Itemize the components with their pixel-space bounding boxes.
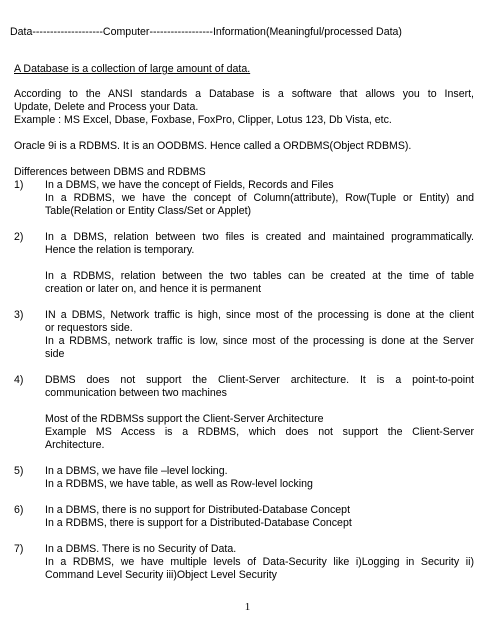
intro-line-1: According to the ANSI standards a Database is a software that allows you to Insert,: [14, 88, 474, 100]
item-line: IN a DBMS, Network traffic is high, since most of the processing is done at the client: [45, 309, 474, 321]
page-number: 1: [244, 601, 251, 613]
item-number: 6): [14, 504, 24, 516]
item-line: In a DBMS, we have the concept of Fields, Records and Files: [45, 179, 334, 191]
item-line: or requestors side.: [45, 322, 133, 334]
item-line: Command Level Security iii)Object Level Security: [45, 569, 277, 581]
oracle-line: Oracle 9i is a RDBMS. It is an OODBMS. Hence called a ORDBMS(Object RDBMS).: [14, 140, 412, 152]
header-line: Data--------------------Computer------------------Information(Meaningful/processed Data): [10, 26, 402, 38]
item-line: In a RDBMS, there is support for a Distributed-Database Concept: [45, 517, 352, 529]
item-line: In a DBMS, there is no support for Distributed-Database Concept: [45, 504, 351, 516]
item-number: 7): [14, 543, 24, 555]
item-line: In a RDBMS, we have table, as well as Row-level locking: [45, 478, 313, 490]
item-line: Table(Relation or Entity Class/Set or Applet): [45, 205, 252, 217]
item-line: side: [45, 348, 65, 360]
intro-line-2: Update, Delete and Process your Data.: [14, 101, 199, 113]
heading: A Database is a collection of large amount of data.: [14, 63, 251, 75]
item-line: Hence the relation is temporary.: [45, 244, 195, 256]
item-line: communication between two machines: [45, 387, 227, 399]
item-line: In a DBMS, relation between two files is created and maintained programmatically.: [45, 231, 474, 243]
item-number: 5): [14, 465, 24, 477]
item-line: In a DBMS, we have file –level locking.: [45, 465, 228, 477]
item-line: Architecture.: [45, 439, 105, 451]
item-line: In a RDBMS, network traffic is low, since most of the processing is done at the Server: [45, 335, 474, 347]
item-line: In a DBMS. There is no Security of Data.: [45, 543, 237, 555]
item-number: 2): [14, 231, 24, 243]
item-line: creation or later on, and hence it is permanent: [45, 283, 262, 295]
item-line: In a RDBMS, we have the concept of Column(attribute), Row(Tuple or Entity) and: [45, 192, 474, 204]
differences-title: Differences between DBMS and RDBMS: [14, 166, 206, 178]
item-line: In a RDBMS, relation between the two tables can be created at the time of table: [45, 270, 474, 282]
intro-example: Example : MS Excel, Dbase, Foxbase, FoxPro, Clipper, Lotus 123, Db Vista, etc.: [14, 114, 392, 126]
item-number: 1): [14, 179, 24, 191]
item-line: In a RDBMS, we have multiple levels of Data-Security like i)Logging in Security ii): [45, 556, 474, 568]
item-number: 3): [14, 309, 24, 321]
item-line: DBMS does not support the Client-Server architecture. It is a point-to-point: [45, 374, 474, 386]
item-line: Example MS Access is a RDBMS, which does not support the Client-Server: [45, 426, 474, 438]
item-line: Most of the RDBMSs support the Client-Server Architecture: [45, 413, 324, 425]
item-number: 4): [14, 374, 24, 386]
